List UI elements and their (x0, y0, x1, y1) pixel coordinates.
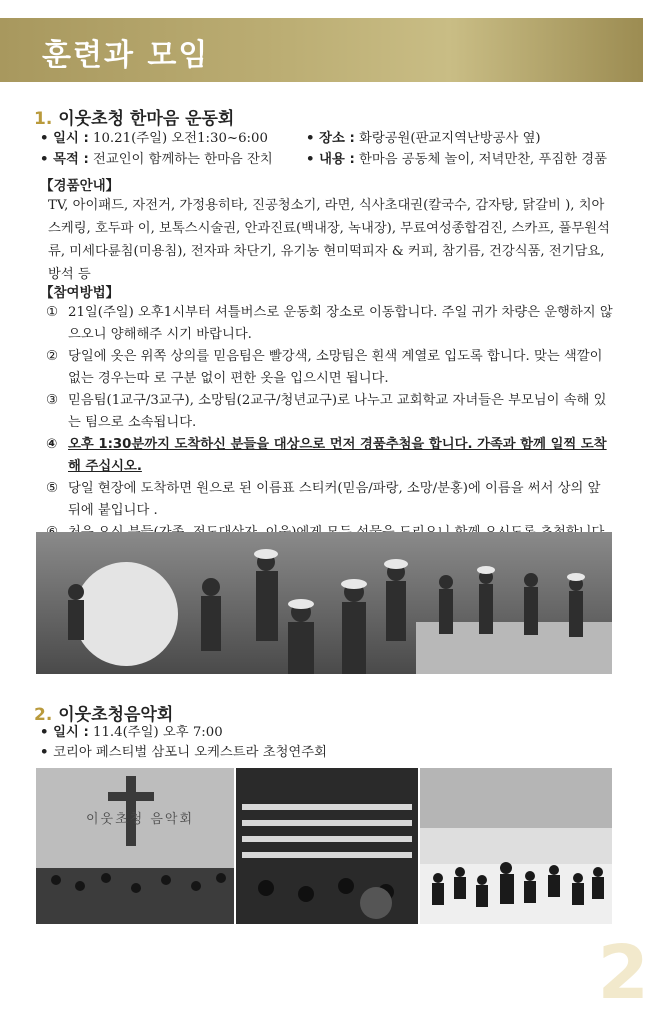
section1-content: • 내용 : 한마음 공동체 놀이, 저녁만찬, 푸짐한 경품 (306, 151, 607, 169)
concert-photo-2 (236, 768, 418, 924)
page-title: 훈련과 모임 (42, 30, 209, 74)
step-1: ① 21일(주일) 오후1시부터 셔틀버스로 운동회 장소로 이동합니다. 주일 귀가 차량은 운행하지 않으오니 양해해주 시기 바랍니다. (46, 302, 616, 346)
sports-day-photo-art (36, 532, 612, 674)
method-heading: 【참여방법】 (40, 281, 119, 301)
section2-number: 2. (34, 705, 52, 725)
section1-date: • 일시 : 10.21(주일) 오전1:30~6:00 (40, 130, 268, 148)
step-2: ② 당일에 옷은 위쪽 상의를 믿음팀은 빨강색, 소망팀은 흰색 계열로 입도록 합니다. 맞는 색깔이 없는 경우는따 로 구분 없이 편한 옷을 입으시면 됩니다. (46, 346, 616, 390)
section1-number: 1. (34, 109, 52, 129)
step-3: ③ 믿음팀(1교구/3교구), 소망팀(2교구/청년교구)로 나누고 교회학교 자녀들은 부모님이 속해 있는 팀으로 소속됩니다. (46, 390, 616, 434)
concert-photo-2-art (236, 768, 418, 924)
prizes-heading: 【경품안내】 (40, 174, 119, 194)
sports-day-photo (36, 532, 612, 674)
concert-photo-caption: 이웃초청 음악회 (86, 808, 194, 827)
step-4: ④ 오후 1:30분까지 도착하신 분들을 대상으로 먼저 경품추첨을 합니다. 가족과 함께 일찍 도착해 주십시오. (46, 434, 616, 478)
section2-title (34, 700, 173, 725)
page-number: 2 (598, 930, 649, 1016)
section1-title (34, 104, 234, 129)
section1-purpose: • 목적 : 전교인이 함께하는 한마음 잔치 (40, 151, 273, 169)
section2-date: • 일시 : 11.4(주일) 오후 7:00 (40, 724, 223, 742)
concert-photo-3-art (420, 768, 612, 924)
section1-title-text: 이웃초청 한마음 운동회 (58, 109, 234, 129)
step-5: ⑤ 당일 현장에 도착하면 원으로 된 이름표 스티커(믿음/파랑, 소망/분홍)에 이름을 써서 상의 앞 뒤에 붙입니다 . (46, 478, 616, 522)
section1-place: • 장소 : 화랑공원(판교지역난방공사 옆) (306, 130, 541, 148)
section2-title-text: 이웃초청음악회 (58, 705, 173, 725)
concert-photo-3 (420, 768, 612, 924)
concert-photo-1-art (36, 768, 234, 924)
concert-photo-1 (36, 768, 234, 924)
section2-desc: • 코리아 페스티벌 삼포니 오케스트라 초청연주회 (40, 744, 327, 762)
header-banner (0, 18, 643, 82)
prizes-text: TV, 아이패드, 자전거, 가정용히타, 진공청소기, 라면, 식사초대권(칼국수, 감자탕, 닭갈비 ), 치아스케링, 호두파 이, 보톡스시술권, 안과진료(백내장, 녹내장), 무료여성종합검진, 스카프, 풀무원석류, 미세다륜침(미용침), 전자파 차단기, 유기농 현미떡피자 & 커피, 참기름, 건강식품, 전기담요, 방석 등 (48, 194, 616, 286)
